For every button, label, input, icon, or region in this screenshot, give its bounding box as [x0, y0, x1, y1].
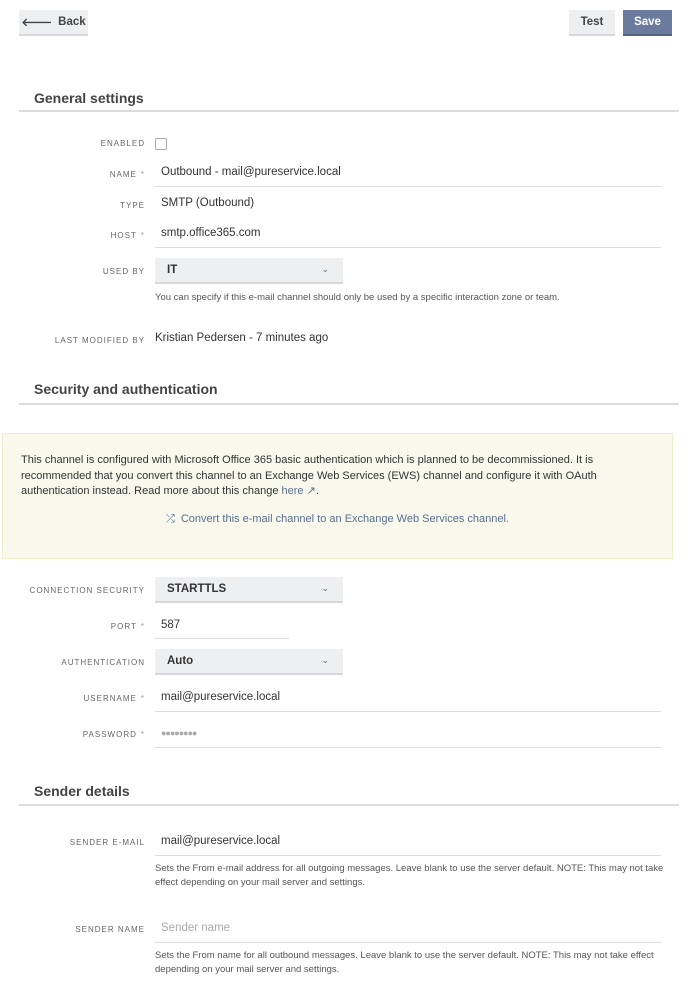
- test-button[interactable]: Test: [569, 10, 615, 36]
- used-by-label: USED BY: [102, 267, 145, 276]
- input-underline: [155, 711, 661, 712]
- connection-security-select[interactable]: STARTTLS ⌄: [155, 577, 343, 603]
- host-label: HOST *: [110, 231, 145, 240]
- read-more-link[interactable]: here ↗: [281, 485, 316, 497]
- divider: [19, 804, 679, 806]
- back-button[interactable]: 🡐 Back: [19, 10, 88, 36]
- type-label: TYPE: [120, 201, 145, 210]
- save-button[interactable]: Save: [623, 10, 672, 36]
- sender-email-help: Sets the From e-mail address for all outgoing messages. Leave blank to use the server default. NOTE: This may not take effect depending on your mail server and settings.: [155, 863, 664, 888]
- authentication-label: AUTHENTICATION: [61, 658, 145, 667]
- authentication-select[interactable]: Auto ⌄: [155, 649, 343, 675]
- last-modified-value: Kristian Pedersen - 7 minutes ago: [155, 332, 329, 344]
- section-title-security: Security and authentication: [34, 381, 218, 397]
- password-input[interactable]: ●●●●●●●●: [161, 728, 197, 738]
- host-input[interactable]: smtp.office365.com: [161, 227, 261, 239]
- enabled-label: ENABLED: [100, 139, 145, 148]
- last-modified-label: LAST MODIFIED BY: [54, 336, 145, 345]
- sender-name-help: Sets the From name for all outbound messages. Leave blank to use the server default. NOTE: This may not take effect depending on your mail server and settings.: [155, 950, 654, 975]
- name-label: NAME *: [109, 170, 145, 179]
- deprecation-warning-banner: This channel is configured with Microsoft Office 365 basic authentication which is planned to be decommissioned. It is recommended that you convert this channel to an Exchange Web Services (EWS) channel and configure it with OAuth authentication instead. Read more about this change here ↗. ⤮ Convert this e-mail channel to an Exchange Web Services channel.: [2, 433, 673, 559]
- convert-to-ews-link[interactable]: ⤮ Convert this e-mail channel to an Exchange Web Services channel.: [166, 512, 509, 525]
- input-underline: [155, 247, 661, 248]
- divider: [19, 110, 679, 112]
- used-by-select[interactable]: IT ⌄: [155, 258, 343, 284]
- divider: [19, 403, 679, 405]
- used-by-help: You can specify if this e-mail channel should only be used by a specific interaction zone or team.: [155, 292, 560, 303]
- sender-email-input[interactable]: mail@pureservice.local: [161, 835, 281, 847]
- input-underline: [155, 186, 661, 187]
- chevron-down-icon: ⌄: [321, 264, 329, 274]
- input-underline: [155, 855, 661, 856]
- sender-name-label: SENDER NAME: [75, 925, 145, 934]
- shuffle-icon: ⤮: [166, 512, 175, 525]
- name-input[interactable]: Outbound - mail@pureservice.local: [161, 166, 341, 178]
- input-underline: [155, 638, 289, 639]
- arrow-left-icon: 🡐: [21, 17, 53, 29]
- username-input[interactable]: mail@pureservice.local: [161, 691, 281, 703]
- enabled-checkbox[interactable]: [155, 138, 167, 150]
- username-label: USERNAME *: [83, 694, 145, 703]
- port-input[interactable]: 587: [161, 619, 181, 631]
- sender-email-label: SENDER E-MAIL: [69, 838, 145, 847]
- section-title-general: General settings: [34, 90, 144, 106]
- chevron-down-icon: ⌄: [321, 655, 329, 665]
- external-link-icon: ↗: [303, 485, 316, 497]
- input-underline: [155, 747, 661, 748]
- password-label: PASSWORD *: [82, 730, 145, 739]
- section-title-sender: Sender details: [34, 783, 130, 799]
- chevron-down-icon: ⌄: [321, 583, 329, 593]
- port-label: PORT *: [110, 622, 145, 631]
- connection-security-label: CONNECTION SECURITY: [29, 586, 145, 595]
- type-value: SMTP (Outbound): [161, 197, 255, 209]
- input-underline: [155, 942, 661, 943]
- sender-name-input[interactable]: Sender name: [161, 922, 231, 934]
